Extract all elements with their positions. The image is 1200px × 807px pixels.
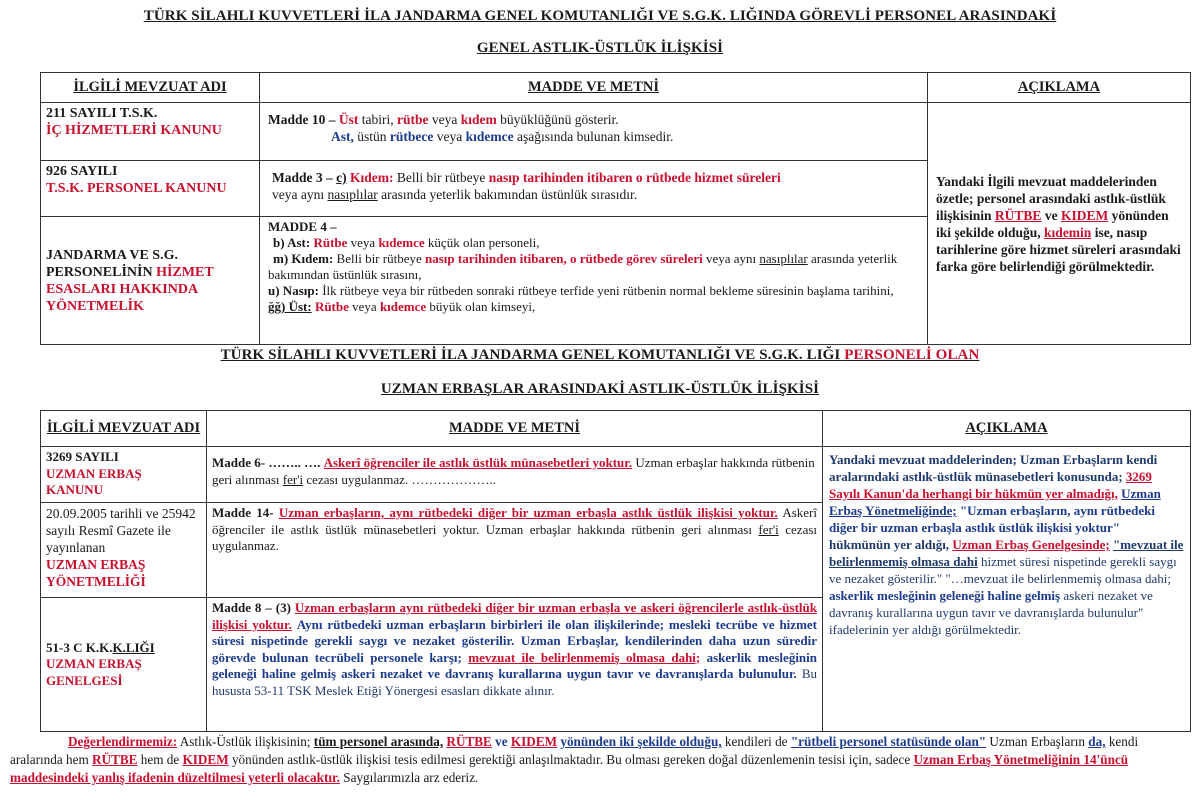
text-span: KIDEM [182,752,229,767]
evaluation-paragraph [10,733,1190,787]
mevzuat-cell [41,217,260,345]
text-span: ve [1044,207,1058,223]
text-span: Astlık-Üstlük ilişkisinin; [179,734,311,749]
text-span: KIDEM [1060,207,1109,223]
text-span: ise, nasıp tarihlerine göre hizmet süreleri arasındaki farka göre belirlendiği görülmektedir. [936,224,1181,274]
text-span: Madde 14- [212,505,274,520]
table-row [41,447,1191,503]
text-span: kıdemce [465,129,514,144]
header-aciklama: AÇIKLAMA [928,73,1191,103]
text-span: veya aynı [272,187,325,202]
text-span: ve [495,734,508,749]
text-span: mevzuat ile belirlenmemiş olmasa dahi; [468,649,701,665]
text-span: fer'i [758,521,779,537]
text-span: Uzman erbaşlar hakkında rütbenin geri alınması [212,455,815,487]
text-span: hem de [140,752,180,767]
text-span: "mevzuat ile belirlenmemiş olmasa dahi [829,537,1184,569]
text-span: Ast, [331,129,354,144]
text-span: veya aynı [705,251,757,266]
text-span: TÜRK SİLAHLI KUVVETLERİ İLA JANDARMA GENEL KOMUTANLIĞI VE S.G.K. LIĞI [220,347,841,363]
text-span: Uzman erbaşların aynı rütbedeki diğer bir uzman erbaşla ve askeri öğrencilerle astlık-üstlük ilişkisi yoktur. [212,600,817,632]
text-span: UZMAN ERBAŞ YÖNETMELİĞİ [46,557,146,589]
text-span: MADDE 4 – [268,219,337,234]
text-span: Yandaki mevzuat maddelerinden; Uzman Erbaşların kendi aralarındaki astlık-üstlük münasebetleri konusunda; [829,452,1158,484]
text-span: veya [431,112,458,127]
text-span: cezası uygulanmaz. [212,521,818,553]
text-span: UZMAN ERBAŞ GENELGESİ [46,656,142,688]
text-span: askeri nezaket ve davranış kurallarına uygun tavır ve davranışlarda bulunulur" ifadelerinin yer aldığı görülmektedir. [829,588,1153,637]
text-span: tabiri, [361,112,394,127]
header-mevzuat: İLGİLİ MEVZUAT ADI [41,73,260,103]
text-span: KIDEM [510,734,558,749]
text-span: ğğ) Üst: [268,299,312,314]
text-span: yönünden iki şekilde olduğu, [560,734,722,749]
madde-cell [260,103,928,161]
text-span: 3269 Sayılı Kanun'da herhangi bir hükmün yer almadığı, [829,469,1152,501]
text-span: c) [336,170,347,185]
text-span: Madde 3 – [272,170,333,185]
text-span: hizmet süresi nispetinde gerekli saygı ve nezaket gösterilir." "…mevzuat ile belirlenmemiş olmasa dahi; [829,554,1177,586]
text-span: büyük olan kimseyi, [429,299,536,314]
text-span: Uzman Erbaş Yönetmeliğinin 14'üncü maddesindeki yanlış ifadenin düzeltilmesi yeterli olacaktır. [10,752,1129,785]
text-span: PERSONELİ OLAN [844,347,980,363]
text-span: K.LIĞI [112,639,155,655]
text-span: Madde 8 – (3) [212,600,291,615]
madde-cell [207,598,823,732]
header-madde: MADDE VE METNİ [260,73,928,103]
text-span: yönünden astlık-üstlük ilişkisi tesis edilmesi gerektiği anlaşılmaktadır. Bu olması gereken doğal düzenlemenin tesisi için, sadece [231,752,911,767]
text-span: Rütbe [314,299,349,314]
text-span: kıdemce [378,235,425,250]
text-span: kıdem [460,112,497,127]
text-span: Uzman Erbaşların [989,734,1085,749]
header-madde: MADDE VE METNİ [207,411,823,447]
text-span: nasıplılar [759,251,808,266]
text-span: "rütbeli personel statüsünde olan" [790,734,987,749]
table-uzman [40,410,1191,732]
text-span: 3269 SAYILI [46,449,119,464]
text-span: rütbece [389,129,434,144]
text-span: kendileri de [724,734,788,749]
text-span: "Uzman erbaşların, aynı rütbedeki diğer bir uzman erbaşla astlık üstlük ilişkisi yoktur" [829,503,1155,535]
mevzuat-cell [41,503,207,598]
text-span: kıdemce [379,299,427,314]
madde-cell [207,503,823,598]
text-span: Aynı rütbedeki uzman erbaşların birbirleri ile olan ilişkilerinde; mesleki tecrübe ve hizmet süresi nispetinde gerekli saygı ve nezaket gösterilir. Uzman Erbaşlar, kendilerinden daha uzun süredir görevde bulunan tecrübeli personele karşı; [212,616,817,665]
text-span: Değerlendirmemiz: [68,734,178,749]
text-span: 51-3 C K.K. [46,639,113,655]
text-span: da, [1088,734,1106,749]
mevzuat-cell [41,161,260,217]
aciklama-cell [928,103,1191,345]
text-span: İÇ HİZMETLERİ KANUNU [46,123,222,138]
doc-title-2: GENEL ASTLIK-ÜSTLÜK İLİŞKİSİ [476,40,724,56]
text-span: HİZMET ESASLARI HAKKINDA YÖNETMELİK [46,264,214,314]
text-span: nasıp tarihinden itibaren o rütbede hizmet süreleri [488,170,781,185]
text-span: Kıdem: [350,170,394,185]
text-span: veya [352,299,377,314]
text-span: Askerî öğrenciler ile astlık üstlük münasebetleri yoktur. Uzman erbaşlar hakkında rütbenin geri alınması [212,505,817,537]
text-span: Uzman Erbaş Genelgesinde; [952,537,1110,552]
aciklama-cell [823,447,1191,732]
text-span: veya [350,235,376,250]
text-span: aşağısında bulunan kimsedir. [516,129,674,144]
text-span: veya [436,129,463,144]
text-span: hükmünün yer aldığı, [829,537,950,552]
text-span: Rütbe [313,235,348,250]
text-span: arasında yeterlik bakımından üstünlük sırasıdır. [381,187,638,202]
table-row [41,103,1191,161]
text-span: Askerî öğrenciler ile astlık üstlük münasebetleri yoktur. [323,455,633,470]
text-span: fer'i [282,471,304,487]
text-span: Belli bir rütbeye [396,170,486,185]
text-span: Belli bir rütbeye [336,251,422,266]
madde-cell [260,217,928,345]
doc-title-4: UZMAN ERBAŞLAR ARASINDAKİ ASTLIK-ÜSTLÜK İLİŞKİSİ [380,381,820,397]
text-span: rütbe [397,112,429,127]
text-span: kıdemin [1044,224,1092,240]
text-span: m) Kıdem: [273,251,334,266]
text-span: Uzman Erbaş Yönetmeliğinde; [829,486,1161,518]
text-span: 211 SAYILI T.S.K. [46,106,158,121]
doc-title-3 [0,347,1200,364]
text-span: nasıplılar [327,187,378,202]
text-span: üstün [357,129,387,144]
text-span: tüm personel arasında, [313,734,444,749]
text-span: yönünden iki şekilde olduğu, [936,207,1169,240]
text-span: u) Nasıp: [268,283,319,298]
text-span: 926 SAYILI [46,164,118,179]
text-span: Madde 10 – [268,112,336,127]
text-span: cezası uygulanmaz. ……………….. [306,471,496,487]
text-span: RÜTBE [92,752,138,767]
text-span: Üst [338,112,359,127]
text-span: arasında yeterlik bakımından üstünlük sırasını, [268,251,898,282]
text-span: Yandaki İlgili mevzuat maddelerinden özetle; personel arasındaki astlık-üstlük ilişkisinin [936,173,1166,223]
text-span: küçük olan personeli, [427,235,540,250]
mevzuat-cell [41,103,260,161]
mevzuat-cell [41,598,207,732]
text-span: askerlik mesleğinin geleneği haline gelmiş [829,588,1061,603]
text-span: İlk rütbeye veya bir rütbeden sonraki rütbeye terfide yeni rütbenin normal bekleme süresinin başlama tarihini, [322,283,894,298]
text-span: askerlik mesleğinin geleneği haline gelmiş askeri nezaket ve davranış kurallarına uygun tavır ve davranışlarda bulunulur. [212,649,818,681]
text-span: T.S.K. PERSONEL KANUNU [46,181,227,196]
header-aciklama: AÇIKLAMA [823,411,1191,447]
text-span: Uzman erbaşların, aynı rütbedeki diğer bir uzman erbaşla astlık üstlük ilişkisi yoktur. [278,505,778,520]
mevzuat-cell [41,447,207,503]
text-span: b) Ast: [273,235,311,250]
text-span: 20.09.2005 tarihli ve 25942 sayılı Resmî Gazete ile yayınlanan [46,506,196,555]
text-span: nasıp tarihinden itibaren, o rütbede görev süreleri [425,251,703,266]
text-span: Saygılarımızla arz ederiz. [343,770,479,785]
text-span: büyüklüğünü gösterir. [500,112,619,127]
text-span: RÜTBE [446,734,492,749]
text-span: JANDARMA VE S.G. PERSONELİNİN [46,247,178,280]
table-general [40,72,1191,345]
text-span: kendi aralarında hem [10,734,1139,767]
header-mevzuat: İLGİLİ MEVZUAT ADI [41,411,207,447]
madde-cell [207,447,823,503]
text-span: RÜTBE [994,207,1042,223]
madde-cell [260,161,928,217]
text-span: Madde 6- …….. …. [212,455,321,470]
text-span: UZMAN ERBAŞ KANUNU [46,465,142,497]
text-span: Bu hususta 53-11 TSK Meslek Etiği Yönergesi esasları dikkate alınır. [212,666,817,698]
doc-title-1: TÜRK SİLAHLI KUVVETLERİ İLA JANDARMA GENEL KOMUTANLIĞI VE S.G.K. LIĞINDA GÖREVLİ PERSONEL ARASINDAKİ [143,8,1057,24]
